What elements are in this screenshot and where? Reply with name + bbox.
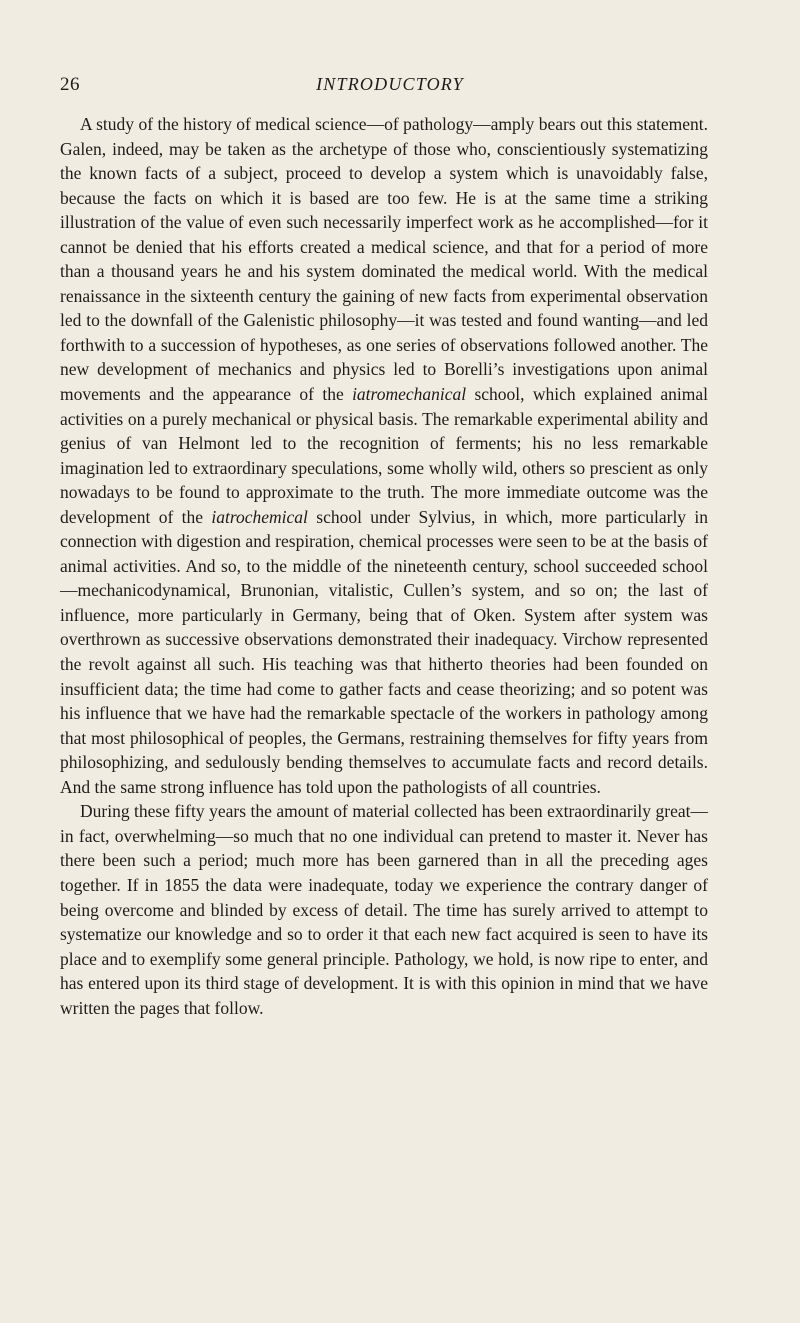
emphasized-term: iatromechanical <box>352 384 467 405</box>
page-number: 26 <box>60 74 80 95</box>
paragraph-text: A study of the history of medical science—of pathology—amply bears out this statement. Galen, indeed, may be taken as the archetype of those who, conscientiously systematizing the known facts of a subject, proceed to develop a system which is unavoidably false, because the facts on which it is based are too few. He is at the same time a striking illustration of the value of even such necessarily imperfect work as he accomplished—for it cannot be denied that his efforts created a medical science, and that for a period of more than a thousand years he and his system dominated the medical world. With the medical renaissance in the sixteenth century the gaining of new facts from experimental observation led to the downfall of the Galenistic philosophy—it was tested and found wanting—and led forthwith to a succession of hypotheses, as one series of observations followed another. The new development of mechanics and physics led to Borelli’s investigations upon animal movements and the appearance of the <box>60 114 708 405</box>
paragraph-text: During these fifty years the amount of material collected has been extraordinarily great—in fact, overwhelming—so much that no one individual can pretend to master it. Never has there been such a period; much more has been garnered than in all the preceding ages together. If in 1855 the data were inadequate, today we experience the contrary danger of being overcome and blinded by excess of detail. The time has surely arrived to attempt to systematize our knowledge and so to order it that each new fact acquired is seen to have its place and to exemplify some general principle. Pathology, we hold, is now ripe to enter, and has entered upon its third stage of development. It is with this opinion in mind that we have written the pages that follow. <box>60 801 708 1018</box>
body-text <box>60 112 708 1020</box>
page-header <box>60 74 720 98</box>
paragraph-text: school, which explained animal activities on a purely mechanical or physical basis. The remarkable experimental ability and genius of van Helmont led to the recognition of ferments; his no less remarkable imagination led to extraordinary speculations, some wholly wild, others so prescient as only nowadays to be found to approximate to the truth. The more immediate outcome was the development of the <box>60 384 708 527</box>
paragraph <box>60 112 708 799</box>
running-title: INTRODUCTORY <box>316 74 464 94</box>
paragraph <box>60 799 708 1020</box>
paragraph-text: school under Sylvius, in which, more particularly in connection with digestion and respiration, chemical processes were seen to be at the basis of animal activities. And so, to the middle of the nineteenth century, school succeeded school—mechanicodynamical, Brunonian, vitalistic, Cullen’s system, and so on; the last of influence, more particularly in Germany, being that of Oken. System after system was overthrown as successive observations demonstrated their inadequacy. Virchow represented the revolt against all such. His teaching was that hitherto theories had been founded on insufficient data; the time had come to gather facts and cease theorizing; and so potent was his influence that we have had the remarkable spectacle of the workers in pathology among that most philosophical of peoples, the Germans, restraining themselves for fifty years from philosophizing, and sedulously bending themselves to accumulate facts and record details. And the same strong influence has told upon the pathologists of all countries. <box>60 506 708 797</box>
emphasized-term: iatrochemical <box>211 506 308 527</box>
